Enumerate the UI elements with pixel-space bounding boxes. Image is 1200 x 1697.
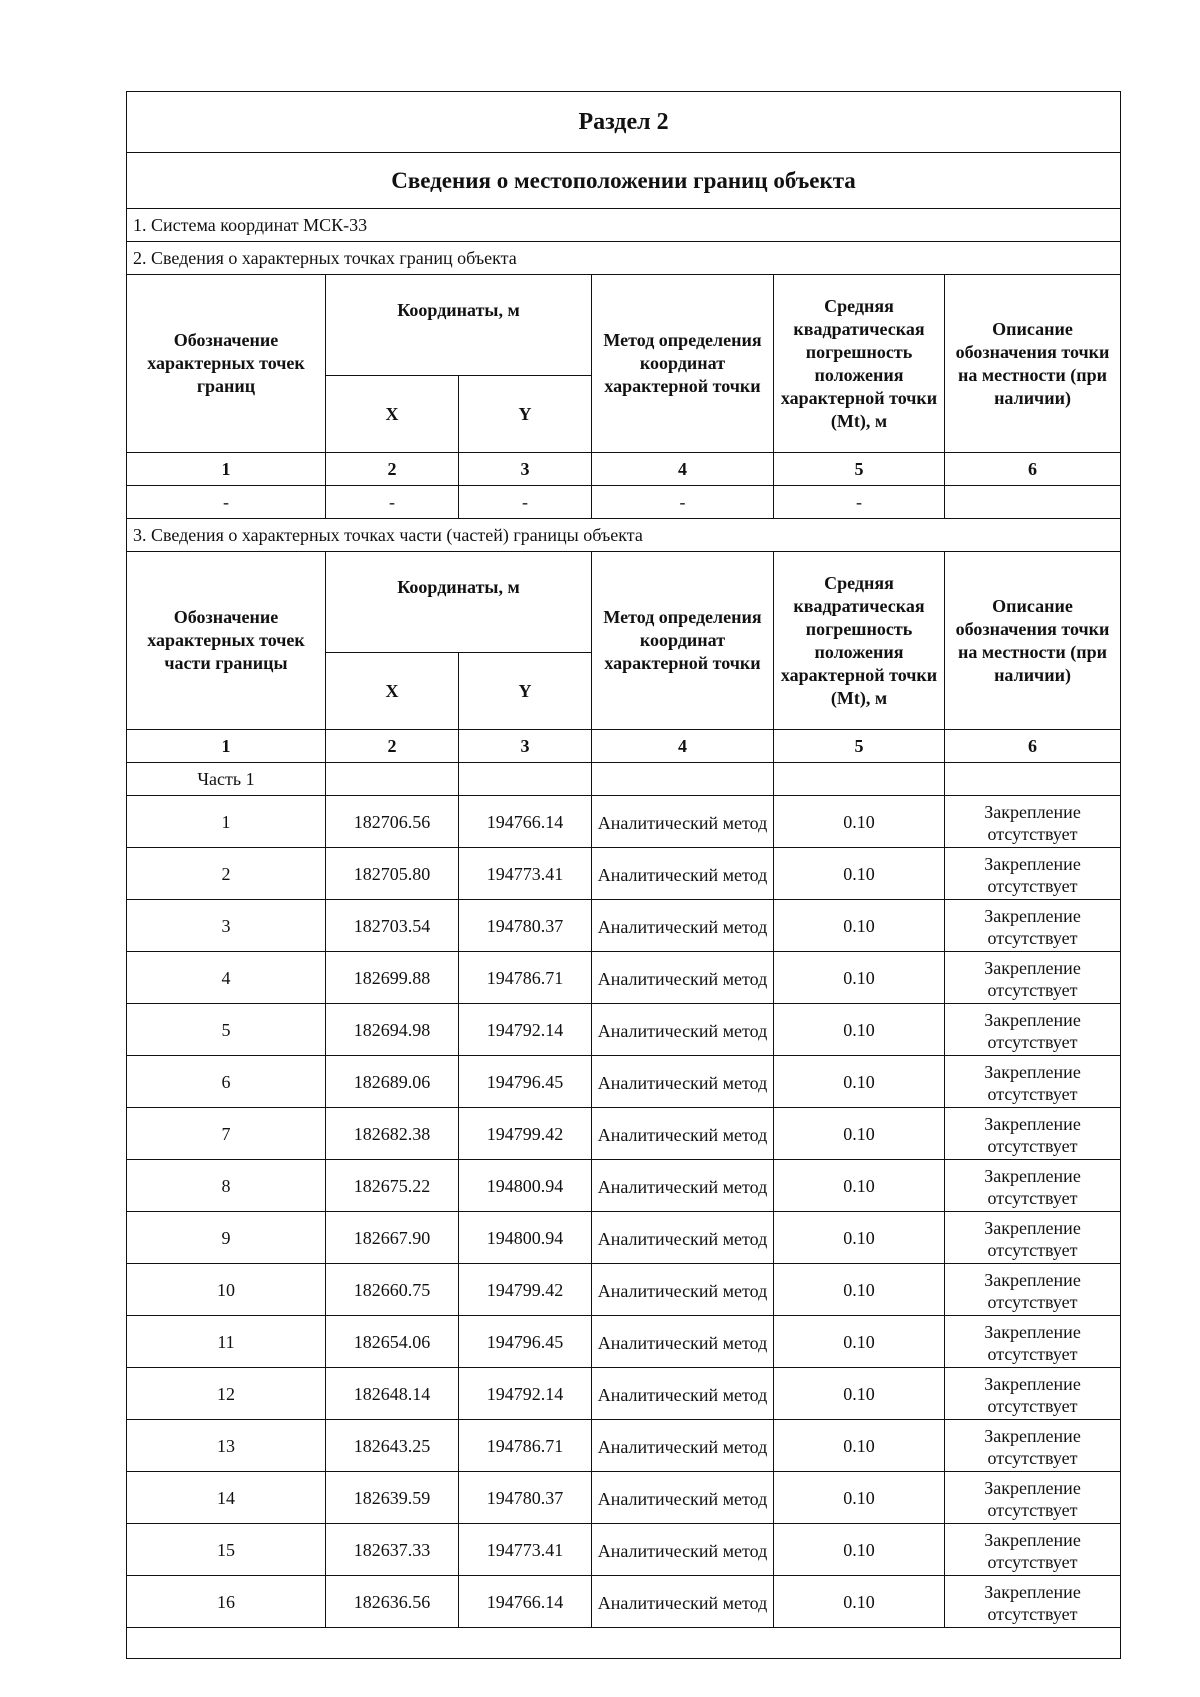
document-sheet: [126, 91, 1120, 1659]
t1-col-error: Средняя квадратическая погрешность положения характерной точки (Mt), м: [774, 275, 945, 453]
point-description: Закрепление отсутствует: [945, 952, 1121, 1004]
point-number: 16: [127, 1576, 326, 1628]
t2-col-x: X: [326, 653, 459, 730]
part-points-line: 3. Сведения о характерных точках части (частей) границы объекта: [127, 519, 1121, 552]
point-number: 9: [127, 1212, 326, 1264]
point-method: Аналитический метод: [592, 1108, 774, 1160]
t1-col-y: Y: [459, 376, 592, 453]
point-rows: [127, 796, 1121, 1628]
t2-num-1: 1: [127, 730, 326, 763]
point-error: 0.10: [774, 1576, 945, 1628]
point-x: 182648.14: [326, 1368, 459, 1420]
point-y: 194799.42: [459, 1108, 592, 1160]
t1-num-2: 2: [326, 453, 459, 486]
t2-cell: [945, 763, 1121, 796]
point-number: 1: [127, 796, 326, 848]
point-number: 4: [127, 952, 326, 1004]
t2-cell: [774, 763, 945, 796]
section-subtitle: Сведения о местоположении границ объекта: [127, 153, 1121, 209]
point-number: 3: [127, 900, 326, 952]
point-number: 8: [127, 1160, 326, 1212]
t1-number-row: [127, 453, 1121, 486]
t2-cell: [326, 763, 459, 796]
point-number: 14: [127, 1472, 326, 1524]
table-row: [127, 1472, 1121, 1524]
t2-col-error: Средняя квадратическая погрешность положения характерной точки (Mt), м: [774, 552, 945, 730]
t2-num-3: 3: [459, 730, 592, 763]
table-row: [127, 1212, 1121, 1264]
point-x: 182689.06: [326, 1056, 459, 1108]
point-method: Аналитический метод: [592, 1004, 774, 1056]
point-y: 194792.14: [459, 1004, 592, 1056]
table-row: [127, 796, 1121, 848]
t2-num-4: 4: [592, 730, 774, 763]
point-description: Закрепление отсутствует: [945, 796, 1121, 848]
point-error: 0.10: [774, 1056, 945, 1108]
table-row: [127, 1264, 1121, 1316]
t2-col-method: Метод определения координат характерной точки: [592, 552, 774, 730]
point-description: Закрепление отсутствует: [945, 848, 1121, 900]
t1-num-5: 5: [774, 453, 945, 486]
point-number: 11: [127, 1316, 326, 1368]
point-x: 182667.90: [326, 1212, 459, 1264]
point-method: Аналитический метод: [592, 1316, 774, 1368]
t1-num-4: 4: [592, 453, 774, 486]
point-description: Закрепление отсутствует: [945, 900, 1121, 952]
t1-cell: -: [774, 486, 945, 519]
point-description: Закрепление отсутствует: [945, 1420, 1121, 1472]
point-method: Аналитический метод: [592, 848, 774, 900]
point-method: Аналитический метод: [592, 1264, 774, 1316]
point-method: Аналитический метод: [592, 1160, 774, 1212]
point-error: 0.10: [774, 1160, 945, 1212]
t1-col-designation: Обозначение характерных точек границ: [127, 275, 326, 453]
t2-col-designation: Обозначение характерных точек части границы: [127, 552, 326, 730]
point-method: Аналитический метод: [592, 1524, 774, 1576]
point-x: 182643.25: [326, 1420, 459, 1472]
point-x: 182636.56: [326, 1576, 459, 1628]
point-x: 182703.54: [326, 900, 459, 952]
point-method: Аналитический метод: [592, 1472, 774, 1524]
point-description: Закрепление отсутствует: [945, 1524, 1121, 1576]
point-number: 10: [127, 1264, 326, 1316]
point-method: Аналитический метод: [592, 900, 774, 952]
point-method: Аналитический метод: [592, 1212, 774, 1264]
point-error: 0.10: [774, 1316, 945, 1368]
point-method: Аналитический метод: [592, 952, 774, 1004]
point-description: Закрепление отсутствует: [945, 1160, 1121, 1212]
t2-cell: [592, 763, 774, 796]
t2-col-description: Описание обозначения точки на местности (при наличии): [945, 552, 1121, 730]
point-number: 5: [127, 1004, 326, 1056]
point-x: 182706.56: [326, 796, 459, 848]
t2-number-row: [127, 730, 1121, 763]
table-row: [127, 1524, 1121, 1576]
t2-footer-cell: [127, 1628, 1121, 1659]
point-method: Аналитический метод: [592, 1420, 774, 1472]
point-description: Закрепление отсутствует: [945, 1368, 1121, 1420]
point-description: Закрепление отсутствует: [945, 1576, 1121, 1628]
point-y: 194786.71: [459, 952, 592, 1004]
table-row: [127, 1576, 1121, 1628]
t2-cell: [459, 763, 592, 796]
t1-empty-row: [127, 486, 1121, 519]
table-row: [127, 1368, 1121, 1420]
point-description: Закрепление отсутствует: [945, 1212, 1121, 1264]
point-description: Закрепление отсутствует: [945, 1316, 1121, 1368]
point-y: 194800.94: [459, 1212, 592, 1264]
point-y: 194786.71: [459, 1420, 592, 1472]
point-x: 182705.80: [326, 848, 459, 900]
point-description: Закрепление отсутствует: [945, 1108, 1121, 1160]
table-row: [127, 952, 1121, 1004]
point-x: 182682.38: [326, 1108, 459, 1160]
point-error: 0.10: [774, 1472, 945, 1524]
t2-footer-row: [127, 1628, 1121, 1659]
point-error: 0.10: [774, 796, 945, 848]
point-error: 0.10: [774, 952, 945, 1004]
point-x: 182694.98: [326, 1004, 459, 1056]
point-error: 0.10: [774, 1524, 945, 1576]
point-y: 194796.45: [459, 1056, 592, 1108]
t1-cell: -: [459, 486, 592, 519]
point-error: 0.10: [774, 1420, 945, 1472]
section-title: Раздел 2: [127, 92, 1121, 153]
t2-part-row: [127, 763, 1121, 796]
point-x: 182654.06: [326, 1316, 459, 1368]
point-y: 194799.42: [459, 1264, 592, 1316]
t2-num-5: 5: [774, 730, 945, 763]
point-x: 182660.75: [326, 1264, 459, 1316]
table-row: [127, 1316, 1121, 1368]
t1-col-description: Описание обозначения точки на местности (при наличии): [945, 275, 1121, 453]
point-number: 12: [127, 1368, 326, 1420]
t1-col-method: Метод определения координат характерной точки: [592, 275, 774, 453]
t1-cell: -: [127, 486, 326, 519]
point-x: 182639.59: [326, 1472, 459, 1524]
point-y: 194792.14: [459, 1368, 592, 1420]
point-error: 0.10: [774, 848, 945, 900]
t1-cell: -: [592, 486, 774, 519]
point-number: 13: [127, 1420, 326, 1472]
table-row: [127, 1108, 1121, 1160]
point-y: 194773.41: [459, 1524, 592, 1576]
point-error: 0.10: [774, 1264, 945, 1316]
t2-col-coords: Координаты, м: [326, 552, 592, 653]
coord-system-line: 1. Система координат МСК-33: [127, 209, 1121, 242]
point-number: 15: [127, 1524, 326, 1576]
point-method: Аналитический метод: [592, 1576, 774, 1628]
boundary-points-line: 2. Сведения о характерных точках границ объекта: [127, 242, 1121, 275]
point-error: 0.10: [774, 900, 945, 952]
table-row: [127, 1056, 1121, 1108]
point-description: Закрепление отсутствует: [945, 1264, 1121, 1316]
point-description: Закрепление отсутствует: [945, 1472, 1121, 1524]
point-number: 7: [127, 1108, 326, 1160]
table-row: [127, 848, 1121, 900]
point-x: 182699.88: [326, 952, 459, 1004]
point-method: Аналитический метод: [592, 796, 774, 848]
table-row: [127, 1160, 1121, 1212]
t1-col-coords: Координаты, м: [326, 275, 592, 376]
t1-num-6: 6: [945, 453, 1121, 486]
point-y: 194780.37: [459, 1472, 592, 1524]
point-number: 2: [127, 848, 326, 900]
t1-num-1: 1: [127, 453, 326, 486]
point-y: 194796.45: [459, 1316, 592, 1368]
point-method: Аналитический метод: [592, 1056, 774, 1108]
table-row: [127, 1420, 1121, 1472]
t2-num-6: 6: [945, 730, 1121, 763]
point-error: 0.10: [774, 1108, 945, 1160]
t1-num-3: 3: [459, 453, 592, 486]
point-y: 194800.94: [459, 1160, 592, 1212]
t1-cell: [945, 486, 1121, 519]
t1-col-x: X: [326, 376, 459, 453]
point-y: 194780.37: [459, 900, 592, 952]
point-x: 182675.22: [326, 1160, 459, 1212]
table-row: [127, 1004, 1121, 1056]
t1-cell: -: [326, 486, 459, 519]
point-method: Аналитический метод: [592, 1368, 774, 1420]
t2-col-y: Y: [459, 653, 592, 730]
point-y: 194766.14: [459, 796, 592, 848]
point-error: 0.10: [774, 1212, 945, 1264]
part-label: Часть 1: [127, 763, 326, 796]
point-x: 182637.33: [326, 1524, 459, 1576]
point-error: 0.10: [774, 1368, 945, 1420]
point-y: 194773.41: [459, 848, 592, 900]
section-table: [126, 91, 1121, 1659]
point-y: 194766.14: [459, 1576, 592, 1628]
table-row: [127, 900, 1121, 952]
t2-num-2: 2: [326, 730, 459, 763]
point-number: 6: [127, 1056, 326, 1108]
point-description: Закрепление отсутствует: [945, 1004, 1121, 1056]
point-error: 0.10: [774, 1004, 945, 1056]
point-description: Закрепление отсутствует: [945, 1056, 1121, 1108]
